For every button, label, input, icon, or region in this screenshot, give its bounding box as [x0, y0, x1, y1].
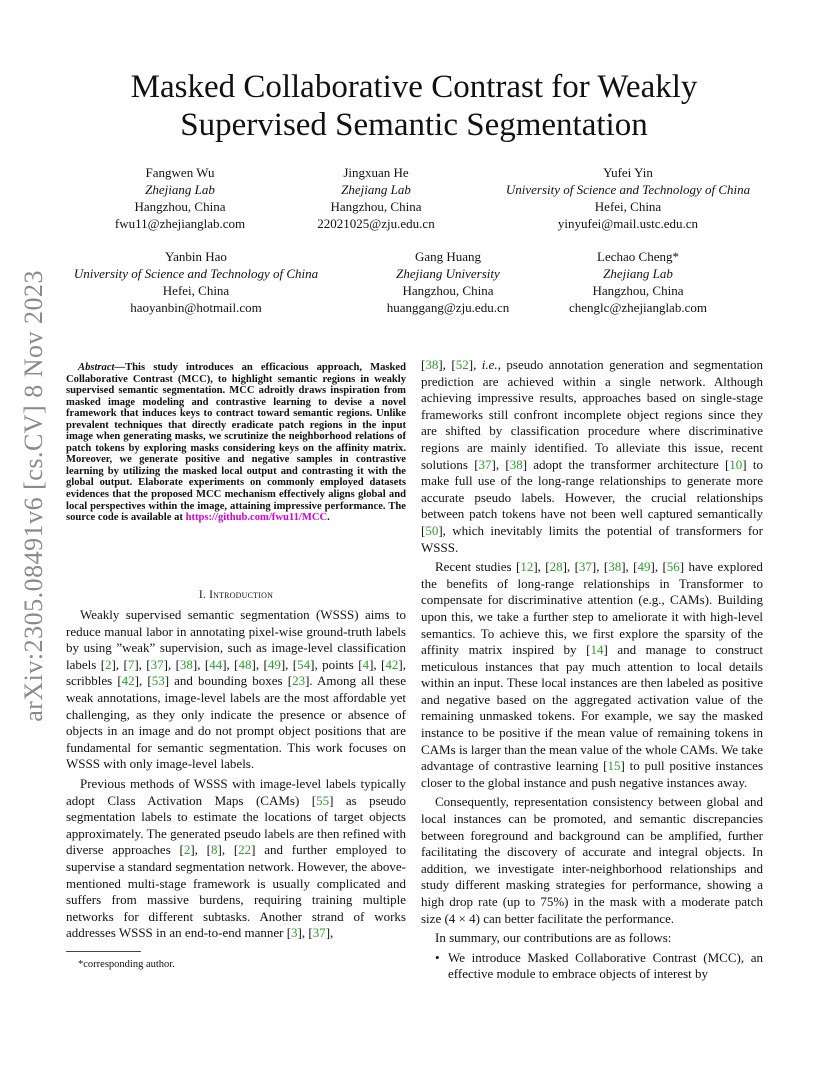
bullet-text: We introduce Masked Collaborative Contrast (MCC), an effective module to embrace objects of interest by [448, 949, 763, 982]
author-email: haoyanbin@hotmail.com [130, 300, 262, 315]
citation-link[interactable]: 28 [549, 559, 563, 575]
author-location: Hangzhou, China [330, 199, 422, 214]
paper-title [60, 68, 768, 144]
right-column [421, 357, 763, 983]
author-affiliation: Zhejiang Lab [603, 266, 673, 281]
author-email: fwu11@zhejianglab.com [114, 216, 246, 231]
citation-link[interactable]: 49 [267, 656, 281, 672]
author-block [100, 164, 260, 232]
citation-link[interactable]: 48 [238, 656, 252, 672]
citation-link[interactable]: 53 [151, 673, 165, 689]
source-code-link[interactable]: https://github.com/fwu11/MCC [185, 512, 328, 524]
citation-link[interactable]: 3 [291, 925, 298, 941]
author-name: Jingxuan He [343, 165, 409, 180]
abstract-end: . [327, 512, 330, 524]
paragraph: Weakly supervised semantic segmentation (WSSS) aims to reduce manual labor in annotating pixel-wise ground-truth labels by using ”weak” supervision, such as image-level classification labels [2], [7], [37], [38], [44], [48], [49], [54], points [4], [42], scribbles [42], [53] and bounding boxes [23]. Among all these weak annotations, image-level labels are the most affordable yet challenging, as they only indicate the presence or absence of objects in an image and do not prompt object positions that are fundamental for semantic segmentation. This work focuses on WSSS with only image-level labels. [66, 607, 406, 772]
author-block [548, 248, 728, 316]
author-name: Gang Huang [414, 249, 482, 264]
citation-link[interactable]: 37 [578, 559, 592, 575]
author-email: chenglc@zhejianglab.com [569, 300, 707, 315]
citation-link[interactable]: 42 [121, 673, 135, 689]
paragraph: Previous methods of WSSS with image-level labels typically adopt Class Activation Maps (CAMs) [55] as pseudo segmentation labels to estimate the locations of target objects approximately. The generated pseudo labels are then refined with diverse approaches [2], [8], [22] and further employed to supervise a standard segmentation network. However, the above-mentioned multi-stage framework is usually complicated and suffers from massive burdens, requiring training multiple networks for different subtasks. Another strand of works addresses WSSS in an end-to-end manner [3], [37], [66, 775, 406, 941]
citation-link[interactable]: 23 [292, 673, 306, 689]
author-email: yinyufei@mail.ustc.edu.cn [557, 216, 699, 231]
abstract [66, 362, 406, 524]
citation-link[interactable]: 37 [312, 925, 326, 941]
title-line-2: Supervised Semantic Segmentation [180, 107, 648, 143]
citation-link[interactable]: 54 [297, 656, 311, 672]
citation-link[interactable]: 22 [238, 842, 252, 858]
author-affiliation: Zhejiang Lab [145, 182, 215, 197]
citation-link[interactable]: 50 [425, 522, 439, 538]
citation-link[interactable]: 56 [666, 559, 680, 575]
paragraph: In summary, our contributions are as follows: [435, 930, 672, 946]
title-line-1: Masked Collaborative Contrast for Weakly [130, 69, 698, 105]
citation-link[interactable]: 12 [520, 559, 534, 575]
section-number: I. [198, 589, 210, 601]
author-block [368, 248, 528, 316]
citation-link[interactable]: 38 [608, 559, 622, 575]
author-block [296, 164, 456, 232]
author-affiliation: University of Science and Technology of China [505, 182, 751, 197]
citation-link[interactable]: 38 [179, 656, 193, 672]
author-affiliation: Zhejiang Lab [341, 182, 411, 197]
section-heading [66, 589, 406, 601]
author-affiliation: University of Science and Technology of China [73, 266, 319, 281]
author-email: 22021025@zju.edu.cn [317, 216, 435, 231]
citation-link[interactable]: 2 [183, 842, 191, 858]
citation-link[interactable]: 4 [362, 656, 370, 672]
author-location: Hangzhou, China [402, 283, 494, 298]
author-location: Hefei, China [594, 199, 662, 214]
author-affiliation: Zhejiang University [396, 266, 500, 281]
abstract-body: —This study introduces an efficacious approach, Masked Collaborative Contrast (MCC), to highlight semantic regions in weakly supervised semantic segmentation. MCC adroitly draws inspiration from masked image modeling and contrastive learning to devise a novel framework that induces keys to contract toward semantic regions. Unlike prevalent techniques that directly eradicate patch regions in the input image when generating masks, we scrutinize the neighborhood relations of patch tokens by exploring masks considering keys on the affinity matrix. Moreover, we generate positive and negative samples in contrastive learning by utilizing the masked local output and contrasting it with the global output. Elaborate experiments on commonly employed datasets evidences that the proposed MCC mechanism effectively aligns global and local perspectives within the image, attaining impressive performance. The source code is available at [66, 362, 406, 524]
citation-link[interactable]: 38 [425, 357, 439, 372]
author-block [478, 164, 778, 232]
abstract-lead: Abstract [78, 362, 115, 373]
citation-link[interactable]: 55 [316, 792, 330, 808]
citation-link[interactable]: 44 [209, 656, 223, 672]
section-title: Introduction [209, 589, 274, 601]
author-block [56, 248, 336, 316]
citation-link[interactable]: 42 [385, 656, 399, 672]
author-location: Hangzhou, China [134, 199, 226, 214]
italic-text: i.e. [481, 357, 498, 372]
paragraph: Recent studies [12], [28], [37], [38], [49], [56] have explored the benefits of long-range relationships in Transformer to compensate for discriminative attention (e.g., CAMs). Building upon this, we take a further step to ameliorate it with high-level semantics. To achieve this, we first explore the sparsity of the affinity matrix inspired by [14] and manage to construct meticulous instances that pay much attention to local details within an input. These local instances are then labeled as positive and negative based on the aggregated activation value of the remaining unmasked tokens. For example, we say the masked instance to be positive if the mean value of remaining tokens in CAMs is larger than the mean value of the whole CAMs. We take advantage of contrastive learning [15] to pull positive instances closer to the global instance and push negative instances away. [421, 559, 763, 790]
citation-link[interactable]: 37 [478, 456, 492, 472]
citation-link[interactable]: 10 [729, 456, 743, 472]
author-name: Lechao Cheng* [597, 249, 679, 264]
author-name: Yufei Yin [603, 165, 653, 180]
footnote-rule [66, 951, 141, 952]
paragraph: Consequently, representation consistency between global and local instances can be promoted, and semantic discrepancies between foreground and background can be amplified, further facilitating the discovery of accurate and integral objects. In addition, we investigate inter-neighborhood relationships and study different masking strategies for performance, showing a high drop rate (up to 75%) in the mask with a moderate patch size (4 × 4) can better facilitate the performance. [421, 794, 763, 926]
citation-link[interactable]: 52 [455, 357, 469, 372]
author-location: Hefei, China [162, 283, 230, 298]
citation-link[interactable]: 14 [590, 642, 604, 658]
arxiv-stamp-text: arXiv:2305.08491v6 [cs.CV] 8 Nov 2023 [19, 270, 48, 722]
citation-link[interactable]: 37 [150, 656, 164, 672]
left-column [66, 607, 406, 942]
citation-link[interactable]: 7 [127, 656, 135, 672]
author-location: Hangzhou, China [592, 283, 684, 298]
author-name: Yanbin Hao [165, 249, 227, 264]
footnote: *corresponding author. [78, 959, 175, 970]
citation-link[interactable]: 15 [607, 758, 621, 774]
citation-link[interactable]: 8 [211, 842, 218, 858]
bullet-dot: • [435, 949, 440, 965]
author-name: Fangwen Wu [145, 165, 215, 180]
author-email: huanggang@zju.edu.cn [386, 300, 510, 315]
arxiv-stamp [12, 270, 56, 722]
citation-link[interactable]: 49 [637, 559, 651, 575]
citation-link[interactable]: 2 [105, 656, 112, 672]
contribution-bullet [421, 950, 763, 983]
citation-link[interactable]: 38 [509, 456, 523, 472]
paragraph: [38], [52], i.e., pseudo annotation generation and segmentation prediction are achieved within a single network. Although achieving impressive results, approaches based on single-stage frameworks still confront incomplete object regions since they are shifted by classification procedure where discriminative regions are mainly identified. To alleviate this issue, recent solutions [37], [38] adopt the transformer architecture [10] to make full use of the long-range relationships to generate more accurate pseudo labels. However, the crucial relationships between patch tokens have not been well captured semantically [50], which inevitably limits the potential of transformers for WSSS. [421, 357, 763, 555]
